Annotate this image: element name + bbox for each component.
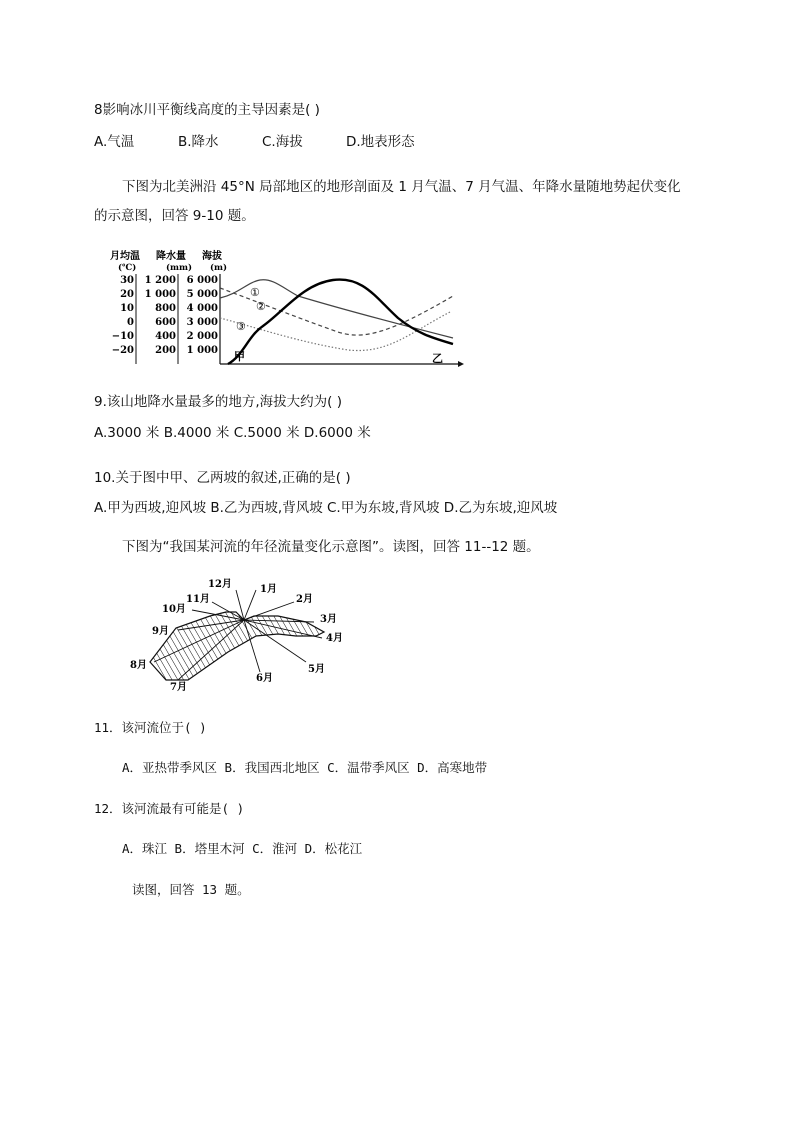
month-label: 4月 [326, 633, 343, 644]
precip-tick: 1 000 [144, 289, 176, 300]
label-jia: 甲 [234, 350, 245, 363]
q12-stem: 12．该河流最有可能是( ) [94, 801, 245, 816]
elev-tick: 5 000 [186, 289, 218, 300]
q8-option-d: D.地表形态 [346, 134, 415, 150]
elev-tick: 3 000 [186, 317, 218, 328]
curve-label-2: ② [256, 300, 266, 313]
intro-11-12: 下图为“我国某河流的年径流量变化示意图”。读图，回答 11--12 题。 [122, 539, 540, 555]
header-elev: 海拔 [202, 251, 222, 262]
q10-stem: 10.关于图中甲、乙两坡的叙述,正确的是( ) [94, 470, 351, 486]
temp-tick: 0 [127, 317, 134, 328]
temp-tick: −20 [111, 345, 134, 356]
month-label: 2月 [296, 594, 313, 605]
elev-tick: 6 000 [186, 275, 218, 286]
precip-tick: 1 200 [144, 275, 176, 286]
q9-options: A.3000 米 B.4000 米 C.5000 米 D.6000 米 [94, 425, 371, 441]
precip-tick: 800 [155, 303, 176, 314]
month-label: 8月 [130, 660, 147, 671]
curve-label-3: ③ [236, 320, 246, 333]
terrain-profile-figure [108, 246, 468, 372]
q12-options: A．珠江 B．塔里木河 C．淮河 D．松花江 [122, 841, 363, 856]
curve-label-1: ① [250, 286, 260, 299]
runoff-shape [150, 612, 324, 680]
intro-9-10-line1: 下图为北美洲沿 45°N 局部地区的地形剖面及 1 月气温、7 月气温、年降水量随地势起伏变化 [122, 179, 681, 195]
unit-temp: (℃) [118, 263, 137, 273]
q9-stem: 9.该山地降水量最多的地方,海拔大约为( ) [94, 394, 342, 410]
intro-9-10-line2: 的示意图，回答 9-10 题。 [94, 208, 255, 224]
temp-tick: 10 [120, 303, 134, 314]
temp-tick: 20 [120, 289, 134, 300]
header-temp: 月均温 [110, 251, 140, 262]
month-label: 1月 [260, 584, 277, 595]
q8-option-a: A.气温 [94, 134, 135, 150]
unit-elev: (m) [210, 263, 228, 273]
q11-options: A．亚热带季风区 B．我国西北地区 C．温带季风区 D．高寒地带 [122, 760, 488, 775]
unit-precip: (mm) [166, 263, 193, 273]
precip-tick: 200 [155, 345, 176, 356]
month-label: 12月 [208, 579, 232, 590]
q8-stem: 8影响冰川平衡线高度的主导因素是( ) [94, 102, 320, 118]
month-label: 11月 [186, 594, 210, 605]
baseline-arrow [458, 361, 464, 367]
q11-stem: 11．该河流位于( ) [94, 720, 207, 735]
month-label: 5月 [308, 664, 325, 675]
intro-13: 读图，回答 13 题。 [132, 882, 250, 897]
elev-tick: 1 000 [186, 345, 218, 356]
precip-tick: 400 [155, 331, 176, 342]
header-precip: 降水量 [156, 251, 186, 262]
temp-tick: −10 [111, 331, 134, 342]
elev-tick: 4 000 [186, 303, 218, 314]
elev-tick: 2 000 [186, 331, 218, 342]
runoff-figure [128, 574, 360, 692]
terrain-profile-line [228, 280, 453, 364]
q8-option-b: B.降水 [178, 134, 219, 150]
label-yi: 乙 [432, 352, 443, 365]
month-label: 7月 [170, 682, 187, 692]
q8-option-c: C.海拔 [262, 134, 303, 150]
month-label: 10月 [162, 604, 186, 615]
month-label: 9月 [152, 626, 169, 637]
precip-tick: 600 [155, 317, 176, 328]
month-label: 6月 [256, 673, 273, 684]
q10-options: A.甲为西坡,迎风坡 B.乙为西坡,背风坡 C.甲为东坡,背风坡 D.乙为东坡,迎风坡 [94, 500, 558, 516]
month-label: 3月 [320, 614, 337, 625]
temp-tick: 30 [120, 275, 134, 286]
